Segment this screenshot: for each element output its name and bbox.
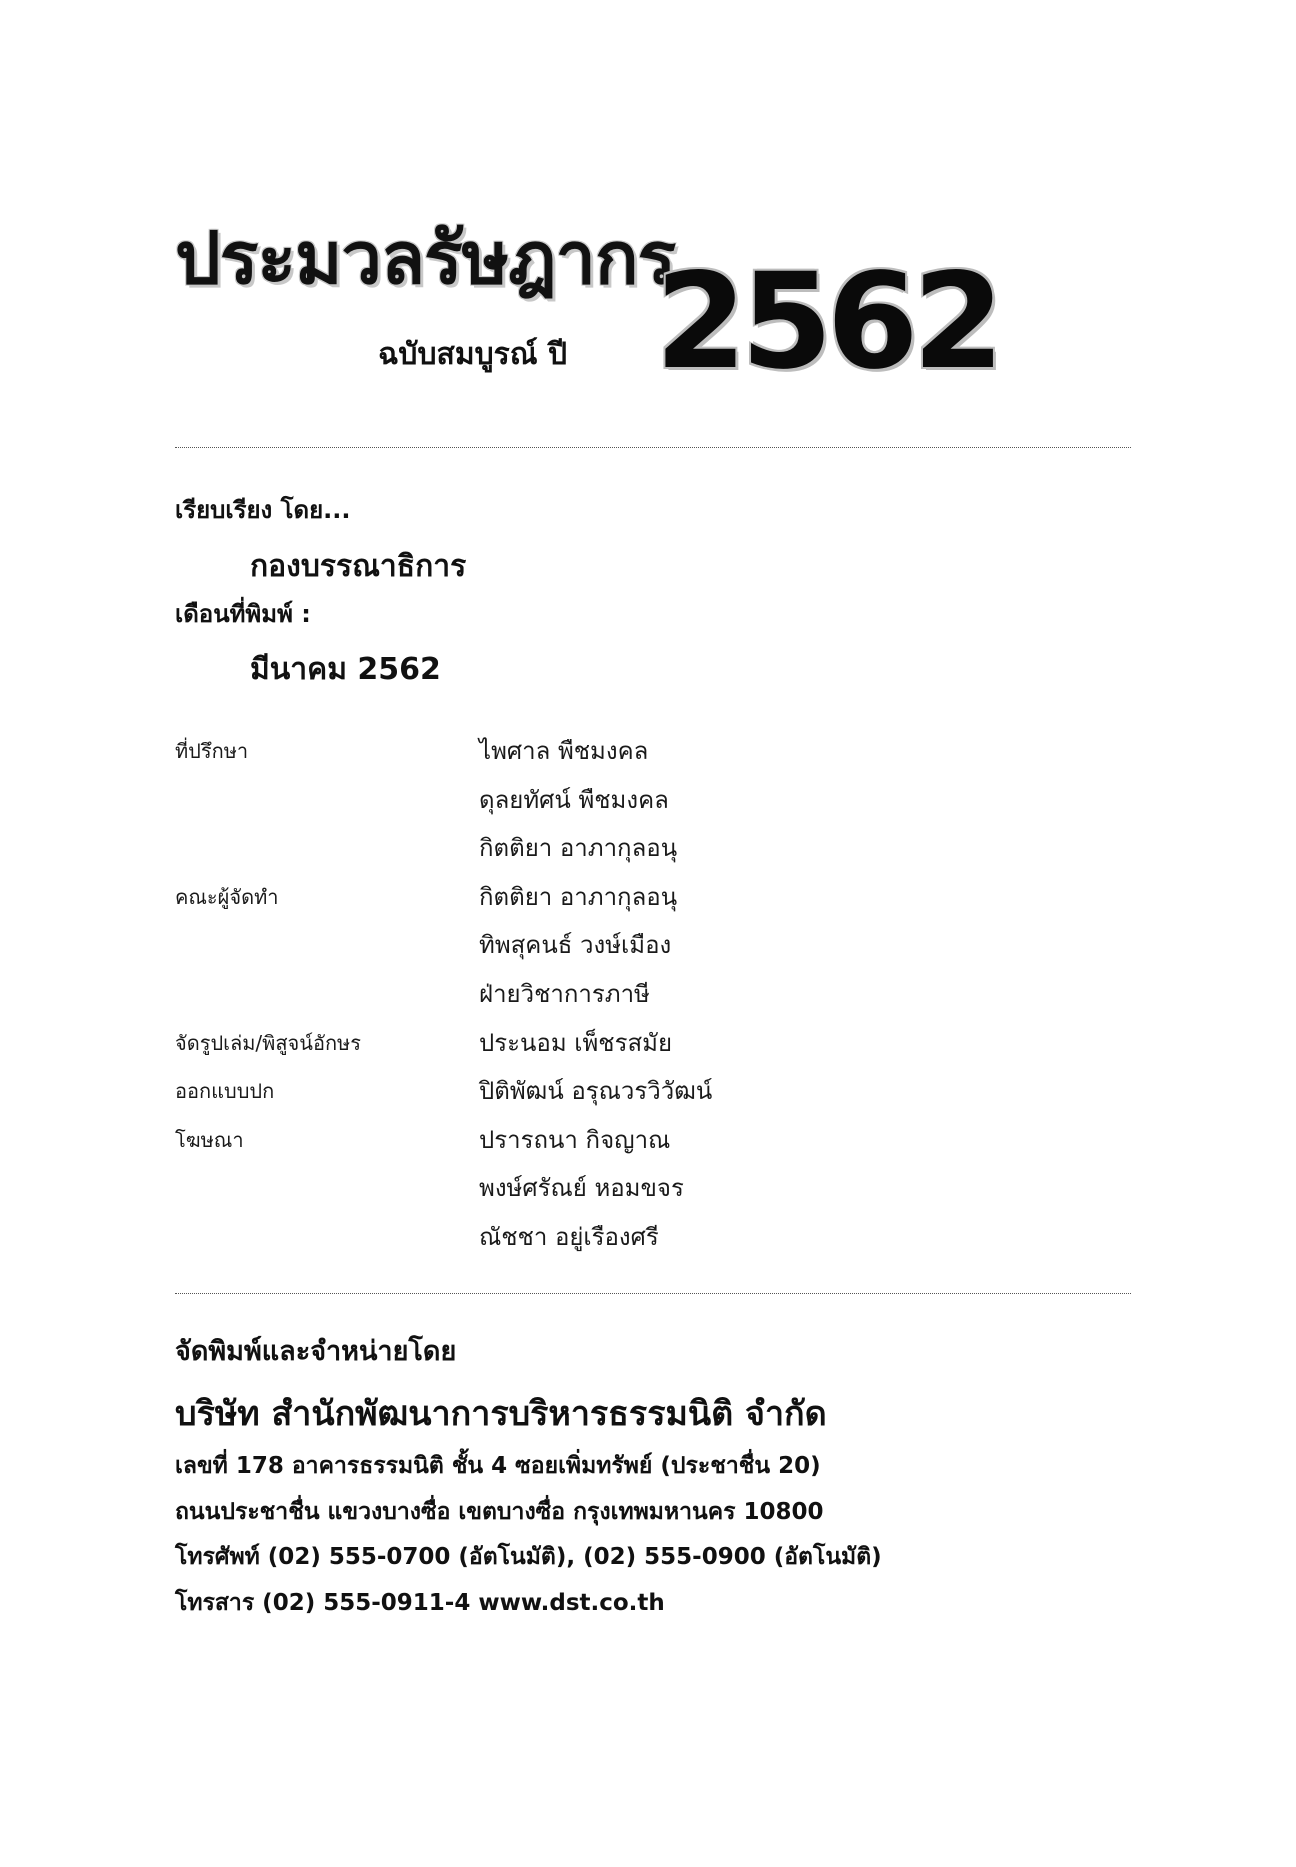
credit-row — [175, 824, 1075, 873]
book-year: 2562 — [655, 245, 999, 399]
publisher-label: จัดพิมพ์และจำหน่ายโดย — [175, 1336, 457, 1367]
credit-name: กิตติยา อาภากุลอนุ — [479, 834, 678, 863]
divider-bottom — [175, 1293, 1131, 1294]
book-edition-label: ฉบับสมบูรณ์ ปี — [378, 337, 568, 372]
credit-row — [175, 1116, 1075, 1165]
credit-role: ออกแบบปก — [175, 1079, 275, 1104]
publisher-address-line1: เลขที่ 178 อาคารธรรมนิติ ชั้น 4 ซอยเพิ่มทรัพย์ (ประชาชื่น 20) — [175, 1453, 821, 1479]
credit-row — [175, 1067, 1075, 1116]
credit-name: ประนอม เพ็ชรสมัย — [479, 1028, 673, 1057]
credit-name: พงษ์ศรัณย์ หอมขจร — [479, 1174, 684, 1203]
credit-row — [175, 970, 1075, 1019]
credit-row — [175, 921, 1075, 970]
credit-name: ทิพสุคนธ์ วงษ์เมือง — [479, 931, 672, 960]
credit-name: ดุลยทัศน์ พืชมงคล — [479, 785, 669, 814]
credit-name: ปิติพัฒน์ อรุณวรวิวัฒน์ — [479, 1077, 713, 1106]
publisher-company: บริษัท สำนักพัฒนาการบริหารธรรมนิติ จำกัด — [175, 1394, 827, 1434]
print-month-value: มีนาคม 2562 — [250, 652, 441, 687]
publisher-fax-website: โทรสาร (02) 555-0911-4 www.dst.co.th — [175, 1590, 665, 1616]
credit-row — [175, 727, 1075, 776]
credit-row — [175, 1213, 1075, 1262]
publisher-phone: โทรศัพท์ (02) 555-0700 (อัตโนมัติ), (02) 555-0900 (อัตโนมัติ) — [175, 1544, 882, 1570]
credit-name: กิตติยา อาภากุลอนุ — [479, 882, 678, 911]
book-title: ประมวลรัษฎากร — [175, 216, 676, 300]
credit-role: จัดรูปเล่ม/พิสูจน์อักษร — [175, 1030, 361, 1055]
credit-row — [175, 776, 1075, 825]
credit-row — [175, 1019, 1075, 1068]
compiled-by-value: กองบรรณาธิการ — [250, 549, 467, 584]
publisher-address-line2: ถนนประชาชื่น แขวงบางซื่อ เขตบางซื่อ กรุงเทพมหานคร 10800 — [175, 1499, 824, 1525]
credit-row — [175, 1164, 1075, 1213]
credit-name: ณัชชา อยู่เรืองศรี — [479, 1222, 659, 1251]
credit-name: ไพศาล พืชมงคล — [479, 737, 649, 765]
compiled-by-label: เรียบเรียง โดย... — [175, 496, 351, 524]
credit-role: คณะผู้จัดทำ — [175, 884, 279, 909]
print-month-label: เดือนที่พิมพ์ : — [175, 600, 311, 628]
credit-role: ที่ปรึกษา — [175, 739, 249, 763]
divider-top — [175, 447, 1131, 448]
credit-role: โฆษณา — [175, 1127, 244, 1152]
credits-list — [175, 727, 1075, 1262]
credit-row — [175, 873, 1075, 922]
credit-name: ฝ่ายวิชาการภาษี — [479, 979, 650, 1008]
credit-name: ปรารถนา กิจญาณ — [479, 1125, 671, 1154]
